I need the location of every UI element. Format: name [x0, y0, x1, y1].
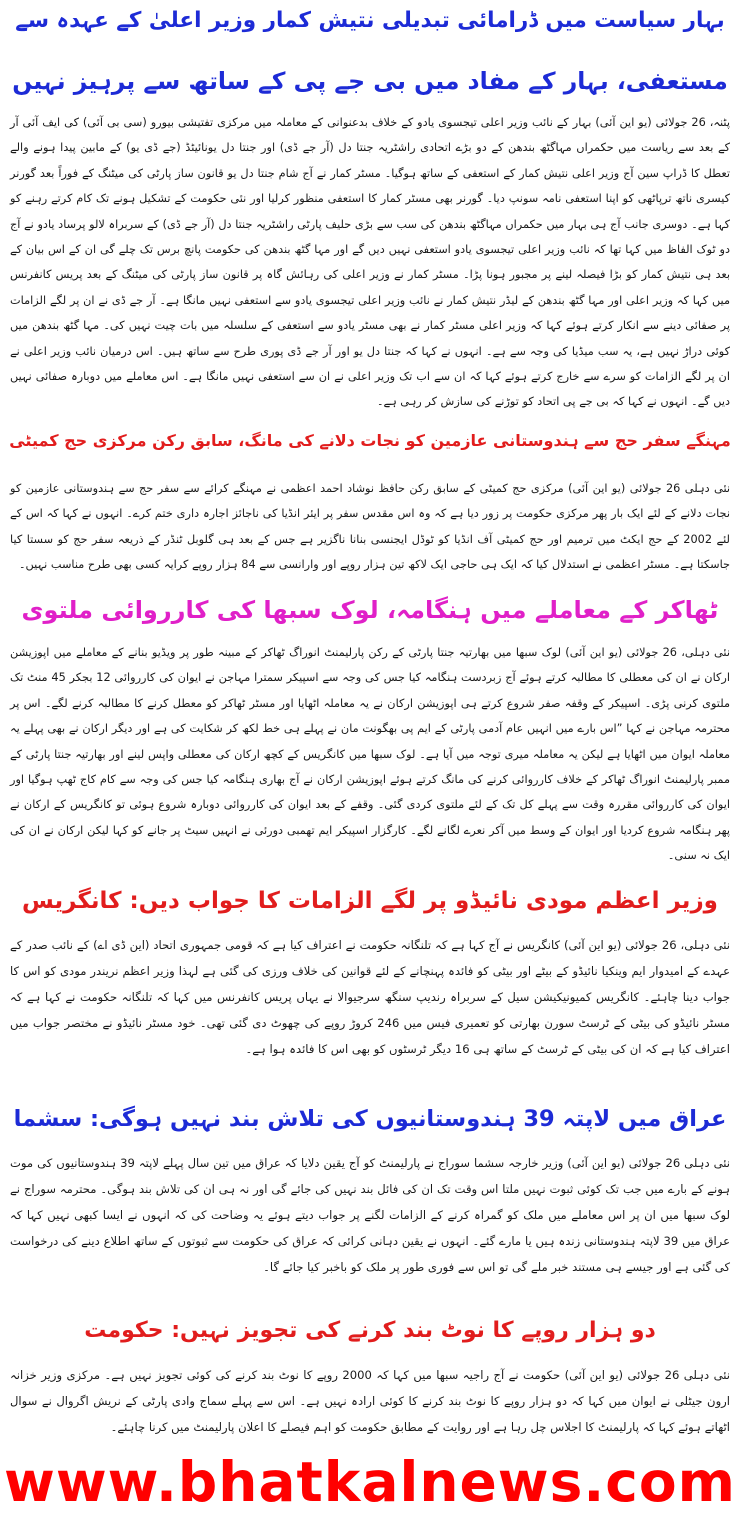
article-5-headline: عراق میں لاپتہ 39 ہندوستانیوں کی تلاش بند نہیں ہوگی: سشما — [13, 1106, 727, 1132]
article-3-headline: ٹھاکر کے معاملے میں ہنگامہ، لوک سبھا کی کارروائی ملتوی — [21, 596, 719, 624]
article-2-body: نئی دہلی 26 جولائی (یو این آئی) مرکزی حج کمیٹی کے سابق رکن حافظ نوشاد احمد اعظمی نے مہنگے کرائے سے سفر حج سے ہندوستانی عازمین کو نجات دلانے کے لئے ایک بار پھر مرکزی حکومت پر زور دیا ہے کہ وہ اس مقدس سفر پر ایئر انڈیا کی ناجائز اجارہ داری ختم کرے۔ انہوں نے کہا کہ اس کے لئے 2002 کے حج ایکٹ میں ترمیم اور حج کمیٹی آف انڈیا کو ٹوڈل ایجنسی بنانا ناگزیر ہے جس کے بعد ہی گلوبل ٹنڈر کے ذریعہ سفر حج کو سستا کیا جاسکتا ہے۔ مسٹر اعظمی نے استدلال کیا کہ ایک ہی حاجی ایک لاکھ تین ہزار روپے اور وارانسی سے 84 ہزار روپے کرایہ کسی بھی طرح مناسب نہیں۔ — [10, 482, 730, 572]
article-4-body: نئی دہلی، 26 جولائی (یو این آئی) کانگریس نے آج کہا ہے کہ تلنگانہ حکومت نے اعتراف کیا ہے کہ قومی جمہوری اتحاد (این ڈی اے) کے نائب صدر کے عہدے کے امیدوار ایم وینکیا نائیڈو کے بیٹے اور بیٹی کو فائدہ پہنچانے کے لئے قوانین کی خلاف ورزی کی گئی ہے لہذا وزیر اعظم نریندر مودی کو اس کا جواب دینا چاہئے۔ کانگریس کمیونیکیشن سیل کے سربراہ رندیپ سنگھ سرجیوالا نے یہاں پریس کانفرنس میں کہا کہ تلنگانہ حکومت نے کہا ہے کہ مسٹر نائیڈو کی بیٹی کے ٹرسٹ سورن بھارتی کو تعمیری فیس میں 246 کروڑ روپے کی چھوٹ دی گئی تھی۔ خود مسٹر نائیڈو نے مختصر جواب میں اعتراف کیا ہے کہ ان کی بیٹی کے ٹرسٹ کے ساتھ ہی 16 دیگر ٹرسٹوں کو بھی اس کا فائدہ ہوا ہے۔ — [10, 938, 730, 1056]
article-1-headline-line-2: مستعفی، بہار کے مفاد میں بی جے پی کے ساتھ سے پرہیز نہیں — [12, 67, 728, 95]
article-1-headline-line-1: بہار سیاست میں ڈرامائی تبدیلی نتیش کمار وزیر اعلیٰ کے عہدہ سے — [15, 8, 725, 33]
article-3-body: نئی دہلی، 26 جولائی (یو این آئی) لوک سبھا میں بھارتیہ جنتا پارٹی کے رکن پارلیمنٹ انوراگ ٹھاکر کے مبینہ طور پر ویڈیو بنانے کے معاملے میں اپوزیشن ارکان نے ان کی معطلی کا مطالبہ کرتے ہوئے آج زبردست ہنگامہ کیا جس کی وجہ سے اسپیکر سمترا مہاجن نے ایوان کی کارروائی 12 بجکر 45 منٹ تک ملتوی کرنی پڑی۔ اسپیکر کے وقفہ صفر شروع کرتے ہی اپوزیشن ارکان نے یہ معاملہ اٹھایا اور مسٹر ٹھاکر کو معطل کرنے کا مطالبہ کرنے لگے۔ اس پر محترمہ مہاجن نے کہا ”اس بارے میں انہیں عام آدمی پارٹی کے ایم پی بھگونت مان نے پہلے ہی خط لکھ کر شکایت کی ہے اور دیگر ارکان نے بھی پہلے یہ معاملہ ایوان میں اٹھایا ہے لیکن یہ معاملہ میری توجہ میں آیا ہے۔ لوک سبھا میں کانگریس کے کچھ ارکان کی معطلی واپس لینے اور بھارتیہ جنتا پارٹی کے ممبر پارلیمنٹ انوراگ ٹھاکر کے خلاف کارروائی کرنے کی مانگ کرتے ہوئے اپوزیشن ارکان نے آج بھاری ہنگامہ کیا جس کی وجہ سے کام کاج ٹھپ ہوگیا اور ایوان کی کارروائی مقررہ وقت سے پہلے کل تک کے لئے ملتوی کردی گئی۔ وقفے کے بعد ایوان کی کارروائی دوبارہ شروع ہوئی تو کانگریس کے ارکان نے پھر ہنگامہ شروع کردیا اور ایوان کے وسط میں آکر نعرے لگانے لگے۔ کارگزار اسپیکر ایم تھمبی دورئی نے انہیں سیٹ پر جانے کو کہا لیکن ارکان نے ان کی ایک نہ سنی۔ — [10, 646, 730, 863]
article-1-body: پٹنہ، 26 جولائی (یو این آئی) بہار کے نائب وزیر اعلی تیجسوی یادو کے خلاف بدعنوانی کے معاملہ میں مرکزی تفتیشی بیورو (سی بی آئی) کی ایف آئی آر کے بعد سے ریاست میں حکمراں مہاگٹھ بندھن کے دو بڑے اتحادی راشٹریہ جنتا دل (آر جے ڈی) اور جنتا دل یونائیٹڈ (جے ڈی یو) کے مابین پیدا ہونے والے تعطل کا ڈراپ سین آج وزیر اعلی نتیش کمار کے استعفی کے ساتھ ہوگیا۔ مسٹر کمار نے آج شام جنتا دل یو قانون ساز پارٹی کی میٹنگ کے فوراً بعد گورنر کیسری ناتھ ترپاٹھی کو اپنا استعفی نامہ سونپ دیا۔ گورنر بھی مسٹر کمار کا استعفی منظور کرلیا اور نئی حکومت کے تشکیل ہونے تک کام کرتے رہنے کو کہا ہے۔ دوسری جانب آج ہی بہار میں حکمراں مہاگٹھ بندھن کی سب سے بڑی حلیف پارٹی راشٹریہ جنتا دل (آر جے ڈی) کے سربراہ لالو پرساد یادو نے آج دو ٹوک الفاظ میں کہا تھا کہ نائب وزیر اعلی تیجسوی یادو استعفی نہیں دیں گے اور مہا گٹھ بندھن کی حکومت پانچ برس تک چلے گی ان کے اس بیان کے بعد ہی نتیش کمار کو بڑا فیصلہ لینے پر مجبور ہونا پڑا۔ مسٹر کمار نے وزیر اعلی کی رہائش گاہ پر قانون ساز پارٹی کی میٹنگ کے بعد پریس کانفرنس میں کہا کہ وزیر اعلی اور مہا گٹھ بندھن کے لیڈر نتیش کمار نے نائب وزیر اعلی تیجسوی یادو سے استعفی نہیں مانگا ہے۔ آر جے ڈی نے ان پر لگے الزامات پر صفائی دینے سے انکار کرتے ہوئے کہا کہ وزیر اعلی مسٹر کمار نے بھی مسٹر یادو سے استعفی کے سلسلہ میں بات چیت نہیں کی۔ مہا گٹھ بندھن میں کوئی دراڑ نہیں ہے، یہ سب میڈیا کی وجہ سے ہے۔ انہوں نے کہا کہ جنتا دل یو اور آر جے ڈی پوری طرح سے ساتھ ہیں۔ اس درمیان نائب وزیر اعلی نے ان پر لگے الزامات کو سرے سے خارج کرتے ہوئے کہا کہ ان سے اب تک وزیر اعلی نے ان سے استعفی نہیں مانگا ہے۔ اس معاملے میں دوبارہ صفائی نہیں دیں گے۔ انہوں نے کہا کہ بی جے پی اتحاد کو توڑنے کی سازش کر رہی ہے۔ — [10, 116, 730, 409]
article-6-headline: دو ہزار روپے کا نوٹ بند کرنے کی تجویز نہیں: حکومت — [84, 1318, 656, 1343]
article-4-headline: وزیر اعظم مودی نائیڈو پر لگے الزامات کا جواب دیں: کانگریس — [22, 888, 718, 914]
article-2-headline: مہنگے سفر حج سے ہندوستانی عازمین کو نجات دلانے کی مانگ، سابق رکن مرکزی حج کمیٹی — [9, 431, 731, 450]
article-5-body: نئی دہلی 26 جولائی (یو این آئی) وزیر خارجہ سشما سوراج نے پارلیمنٹ کو آج یقین دلایا کہ عراق میں تین سال پہلے لاپتہ 39 ہندوستانیوں کی موت ہونے کے بارے میں جب تک کوئی ثبوت نہیں ملتا اس وقت تک ان کی فائل بند نہیں کی جائے گی اور نہ ہی ان کی تلاش بند ہوگی۔ محترمہ سوراج نے لوک سبھا میں ان پر اس معاملے میں ملک کو گمراہ کرنے کے الزامات لگنے پر جواب دیتے ہوئے یہ وضاحت کی کہ انہوں نے ایسا کبھی نہیں کہا کہ عراق میں 39 لاپتہ ہندوستانی زندہ ہیں یا مارے گئے۔ انہوں نے یقین دہانی کرائی کہ عراق کی حکومت سے ثبوتوں کے ساتھ اطلاع دینے کی درخواست کی گئی ہے اور جیسے ہی مستند خبر ملے گی تو اس سے فوری طور پر ملک کو باخبر کیا جائے گا۔ — [10, 1156, 730, 1274]
article-6-body: نئی دہلی 26 جولائی (یو این آئی) حکومت نے آج راجیہ سبھا میں کہا کہ 2000 روپے کا نوٹ بند کرنے کی کوئی تجویز نہیں ہے۔ مرکزی وزیر خزانہ ارون جیٹلی نے ایوان میں کہا کہ دو ہزار روپے کا نوٹ بند کرنے کا کوئی ارادہ نہیں ہے۔ اس سے پہلے سماج وادی پارٹی کے نریش اگروال نے سوال اٹھاتے ہوئے کہا کہ پارلیمنٹ کا اجلاس چل رہا ہے اور روایت کے مطابق حکومت کو اہم فیصلے کا اعلان پارلیمنٹ میں کرنا چاہئے۔ — [10, 1368, 731, 1434]
site-banner: www.bhatkalnews.com — [4, 1450, 736, 1514]
